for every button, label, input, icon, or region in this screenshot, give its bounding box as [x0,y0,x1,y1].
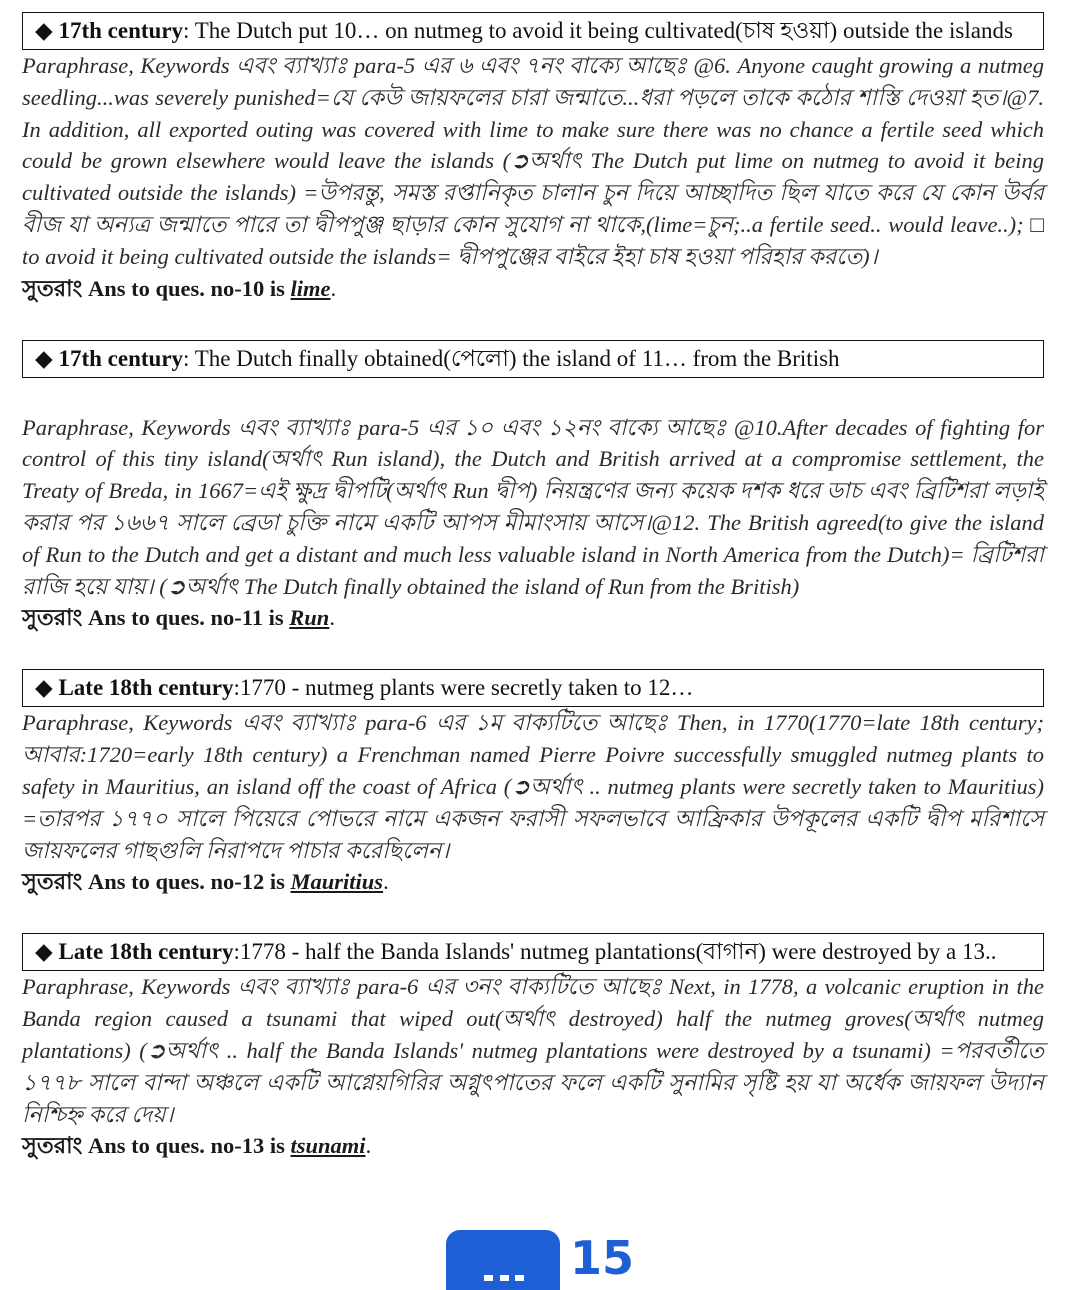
answer-line-12 [22,866,1044,897]
question-box-12 [22,669,1044,707]
answer-value: tsunami [290,1133,366,1159]
document-page [22,12,1044,1161]
explanation-paragraph: Paraphrase, Keywords এবং ব্যাখ্যাঃ para-5 এর ৬ এবং ৭নং বাক্যে আছেঃ @6. Anyone caught growing a nutmeg seedling...was severely punished=যে কেউ জায়ফলের চারা জন্মাতে...ধরা পড়লে তাকে কঠোর শাস্তি দেওয়া হত।@7. In addition, all exported outing was covered with lime to make sure there was no chance a fertile seed which could be grown elsewhere would leave the islands (➲অর্থাৎ The Dutch put lime on nutmeg to avoid it being cultivated outside the islands) =উপরন্তু, সমস্ত রপ্তানিকৃত চালান চুন দিয়ে আচ্ছাদিত ছিল যাতে করে যে কোন উর্বর বীজ যা অন্যত্র জন্মাতে পারে তা দ্বীপপুঞ্জ ছাড়ার কোন সুযোগ না থাকে,(lime=চুন;..a fertile seed.. would leave..); □ to avoid it being cultivated outside the islands= দ্বীপপুঞ্জের বাইরে ইহা চাষ হওয়া পরিহার করতে)। [22,53,1044,269]
explanation-paragraph: Paraphrase, Keywords এবং ব্যাখ্যাঃ para-6 এর ৩নং বাক্যটিতে আছেঃ Next, in 1778, a volcanic eruption in the Banda region caused a tsunami that wiped out(অর্থাৎ destroyed) half the nutmeg groves(অর্থাৎ nutmeg plantations) (➲অর্থাৎ .. half the Banda Islands' nutmeg plantations were destroyed by a tsunami) =পরবর্তীতে ১৭৭৮ সালে বান্দা অঞ্চলে একটি আগ্নেয়গিরির অগ্নুৎপাতের ফলে একটি সুনামির সৃষ্টি হয় যা অর্ধেক জায়ফল উদ্যান নিশ্চিহ্ন করে দেয়। [22,974,1044,1127]
answer-prefix: সুতরাং Ans to ques. no-13 is [22,1133,291,1159]
answer-line-13 [22,1130,1044,1161]
answer-line-11 [22,602,1044,633]
answer-line-10 [22,273,1044,304]
question-text: :1778 - half the Banda Islands' nutmeg plantations(বাগান) were destroyed by a 13.. [233,939,997,965]
explanation-paragraph: Paraphrase, Keywords এবং ব্যাখ্যাঃ para-5 এর ১০ এবং ১২নং বাক্যে আছেঃ @10.After decades of fighting for control of this tiny island(অর্থাৎ Run island), the Dutch and British arrived at a compromise settlement, the Treaty of Breda, in 1667=এই ক্ষুদ্র দ্বীপটি(অর্থাৎ Run দ্বীপ) নিয়ন্ত্রণের জন্য কয়েক দশক ধরে ডাচ এবং ব্রিটিশরা লড়াই করার পর ১৬৬৭ সালে ব্রেডা চুক্তি নামে একটি আপস মীমাংসায় আসে।@12. The British agreed(to give the island of Run to the Dutch and get a distant and much less valuable island in North America from the Dutch)= ব্রিটিশরা রাজি হয়ে যায়। (➲অর্থাৎ The Dutch finally obtained the island of Run from the British) [22,414,1044,599]
question-label: 17th century [58,345,184,371]
bullet-icon: ◆ [35,345,53,371]
answer-suffix: . [330,275,337,301]
question-text: :1770 - nutmeg plants were secretly taken to 12… [233,675,694,701]
question-text: : The Dutch finally obtained(পেলো) the island of 11… from the British [183,345,840,371]
answer-value: Run [289,605,330,631]
question-label: 17th century [58,18,184,43]
question-box-11 [22,340,1044,378]
bullet-icon: ◆ [35,18,53,43]
question-label: Late 18th century [58,675,234,701]
bullet-icon: ◆ [35,939,53,965]
answer-prefix: সুতরাং Ans to ques. no-10 is [22,275,291,301]
answer-suffix: . [329,605,335,631]
explanation-paragraph: Paraphrase, Keywords এবং ব্যাখ্যাঃ para-6 এর ১ম বাক্যটিতে আছেঃ Then, in 1770(1770=late 18th century; আবার:1720=early 18th century) a Frenchman named Pierre Poivre successfully smuggled nutmeg plants to safety in Mauritius, an island off the coast of Africa (➲অর্থাৎ .. nutmeg plants were secretly taken to Mauritius) =তারপর ১৭৭০ সালে পিয়েরে পোভরে নামে একজন ফরাসী সফলভাবে আফ্রিকার উপকূলের একটি দ্বীপ মরিশাসে জায়ফলের গাছগুলি নিরাপদে পাচার করেছিলেন। [22,710,1044,863]
answer-suffix: . [383,869,389,895]
question-box-10 [22,12,1044,50]
page-footer [446,1228,686,1284]
answer-value: lime [290,275,331,301]
question-label: Late 18th century [58,939,234,965]
answer-prefix: সুতরাং Ans to ques. no-11 is [22,605,290,631]
answer-value: Mauritius [290,869,384,895]
page-number: 15 [570,1231,635,1285]
bullet-icon: ◆ [35,675,53,701]
answer-prefix: সুতরাং Ans to ques. no-12 is [22,869,291,895]
question-text: : The Dutch put 10… on nutmeg to avoid it being cultivated(চাষ হওয়া) outside the islands [183,18,1013,43]
question-box-13 [22,933,1044,971]
page-tab-icon [446,1230,560,1290]
answer-suffix: . [365,1133,372,1159]
